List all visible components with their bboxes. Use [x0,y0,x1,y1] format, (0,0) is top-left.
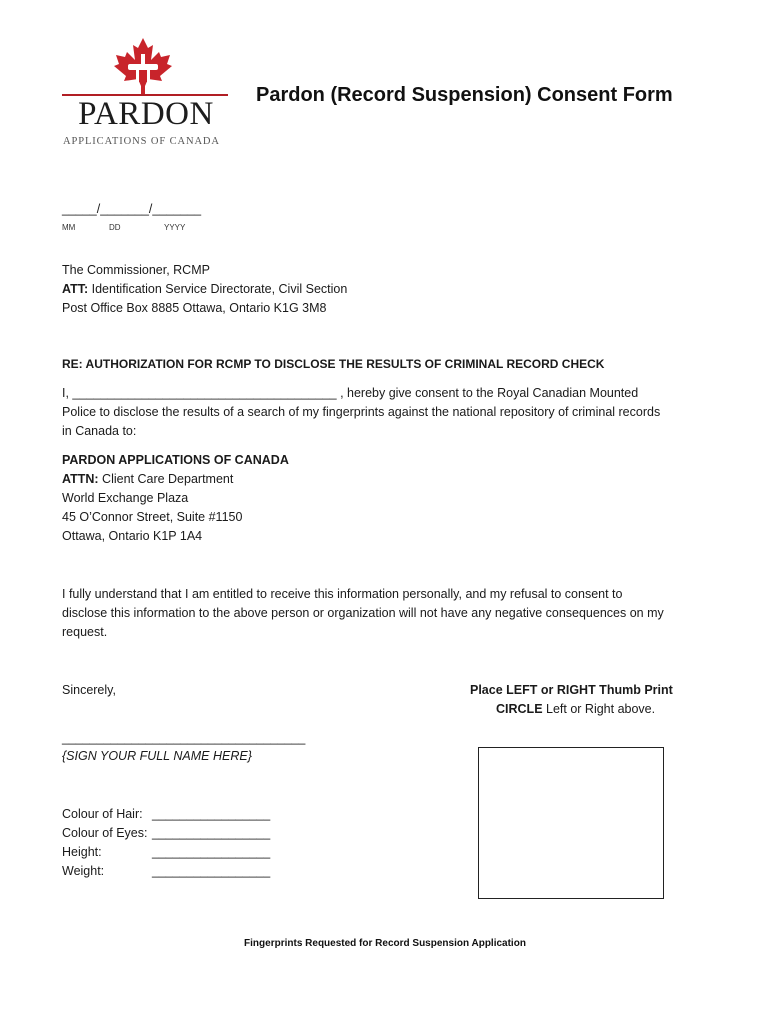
descriptor-hair-label: Colour of Hair: [62,807,143,821]
descriptor-hair-field[interactable]: _________________ [152,807,271,821]
signature-line[interactable]: ___________________________________ [62,731,306,745]
descriptor-height-label: Height: [62,845,102,859]
recipient-line3: World Exchange Plaza [62,491,189,505]
descriptor-eyes-label: Colour of Eyes: [62,826,148,840]
company-logo [60,38,232,158]
descriptor-weight-label: Weight: [62,864,105,878]
recipient-attn-value: Client Care Department [98,472,234,486]
thumb-circle-rest: Left or Right above. [542,702,656,716]
maple-leaf-icon [112,38,174,94]
understanding-line1: I fully understand that I am entitled to receive this information personally, and my refusal to consent to [62,587,623,601]
recipient-line5: Ottawa, Ontario K1P 1A4 [62,529,203,543]
addressee-att-value: Identification Service Directorate, Civil Section [88,282,348,296]
recipient-attn [62,470,233,489]
addressee-line1: The Commissioner, RCMP [62,263,210,277]
descriptor-eyes-field[interactable]: _________________ [152,826,271,840]
consent-line3: in Canada to: [62,424,137,438]
date-label-yyyy: YYYY [164,223,186,232]
logo-wordmark: PARDON [78,96,214,132]
descriptor-weight-field[interactable]: _________________ [152,864,271,878]
consent-line2: Police to disclose the results of a search of my fingerprints against the national repository of criminal records [62,405,661,419]
recipient-line4: 45 O’Connor Street, Suite #1150 [62,510,243,524]
understanding-line3: request. [62,625,108,639]
date-label-mm: MM [62,223,76,232]
page-title: Pardon (Record Suspension) Consent Form [256,84,673,106]
date-blanks[interactable]: _____/_______/_______ [62,202,202,216]
closing-sincerely: Sincerely, [62,683,116,697]
footer-note: Fingerprints Requested for Record Suspension Application [244,938,526,949]
thumb-instruction: Place LEFT or RIGHT Thumb Print [470,683,673,697]
understanding-line2: disclose this information to the above person or organization will not have any negative consequences on my [62,606,664,620]
addressee-att-label: ATT: [62,282,89,296]
thumb-circle-instruction [496,700,655,719]
re-line: RE: AUTHORIZATION FOR RCMP TO DISCLOSE THE RESULTS OF CRIMINAL RECORD CHECK [62,357,605,371]
thumb-circle-label: CIRCLE [496,702,543,716]
addressee-att [62,280,347,299]
recipient-org: PARDON APPLICATIONS OF CANADA [62,453,289,467]
consent-line1[interactable]: I, ______________________________________ , hereby give consent to the Royal Canadian Mounted [62,386,639,400]
signature-label: {SIGN YOUR FULL NAME HERE} [62,749,252,763]
date-label-dd: DD [109,223,121,232]
recipient-attn-label: ATTN: [62,472,99,486]
descriptor-height-field[interactable]: _________________ [152,845,271,859]
logo-tagline: APPLICATIONS OF CANADA [63,136,220,147]
addressee-line3: Post Office Box 8885 Ottawa, Ontario K1G 3M8 [62,301,327,315]
thumb-print-box[interactable] [478,747,664,899]
